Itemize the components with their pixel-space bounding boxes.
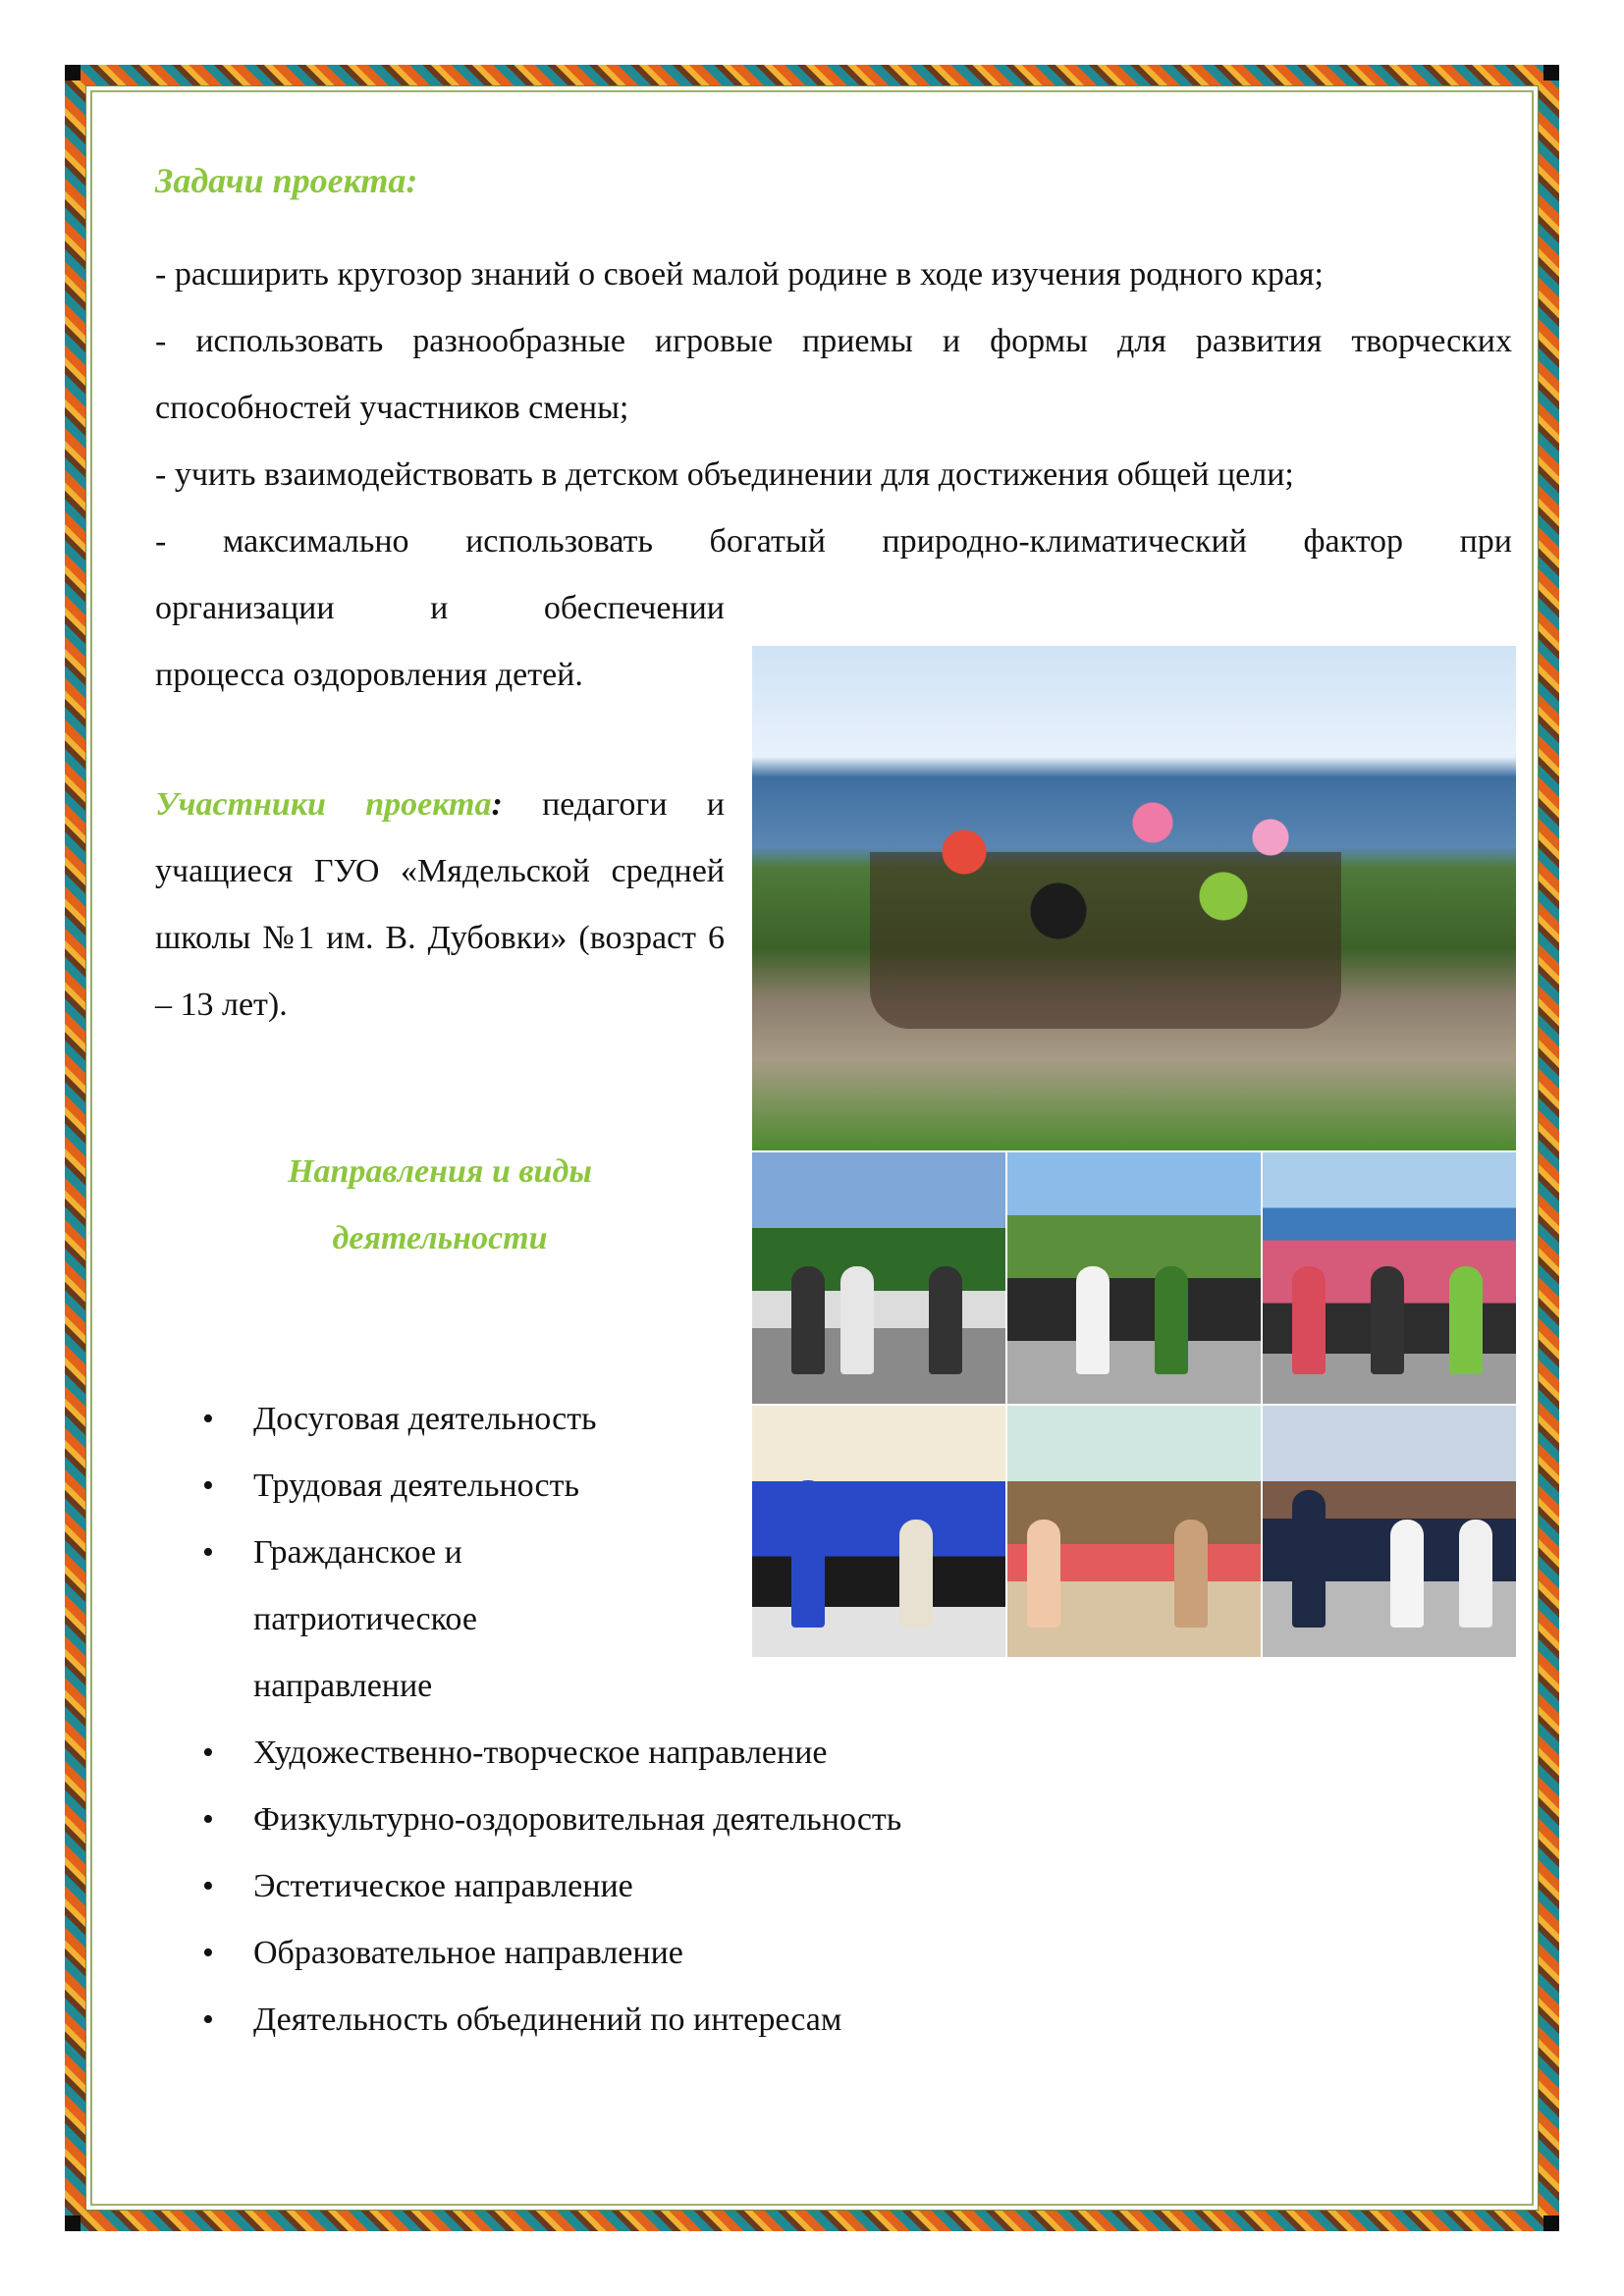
task-item-continuation: организации и обеспечении bbox=[155, 590, 725, 626]
photo-figure bbox=[791, 1480, 825, 1628]
task-item: - использовать разнообразные игровые приемы и формы для развития творческих способностей участников смены; bbox=[155, 323, 1512, 426]
photo-figure bbox=[791, 1266, 825, 1374]
collage-photo bbox=[1007, 1152, 1261, 1404]
list-item: • Художественно-творческое направление bbox=[202, 1720, 901, 1787]
tasks-heading: Задачи проекта: bbox=[155, 161, 418, 200]
collage-photo bbox=[752, 1152, 1005, 1404]
photo-figure bbox=[899, 1520, 933, 1628]
directions-heading bbox=[155, 1139, 725, 1272]
collage-photo bbox=[752, 1406, 1005, 1657]
group-photo bbox=[752, 646, 1516, 1150]
photo-figure bbox=[929, 1266, 962, 1374]
collage-photo bbox=[1007, 1406, 1261, 1657]
directions-heading-line: Направления и виды bbox=[288, 1153, 592, 1190]
photo-figure bbox=[840, 1266, 874, 1374]
task-item: - учить взаимодействовать в детском объединении для достижения общей цели; bbox=[155, 456, 1294, 493]
task-item: - расширить кругозор знаний о своей малой родине в ходе изучения родного края; bbox=[155, 256, 1324, 293]
list-item: • Физкультурно-оздоровительная деятельность bbox=[202, 1787, 901, 1853]
border-corner bbox=[65, 65, 81, 80]
list-item: • Трудовая деятельность bbox=[202, 1453, 901, 1520]
list-item: • Досуговая деятельность bbox=[202, 1386, 901, 1453]
border-corner bbox=[1543, 2216, 1559, 2231]
photo-figure bbox=[1371, 1266, 1404, 1374]
directions-heading-line: деятельности bbox=[332, 1220, 548, 1256]
participants-colon: : bbox=[491, 786, 503, 823]
photo-figure bbox=[1027, 1520, 1060, 1628]
task-item: - максимально использовать богатый природно-климатический фактор при bbox=[155, 523, 1512, 560]
list-item: • Эстетическое направление bbox=[202, 1853, 901, 1920]
photo-figure bbox=[1174, 1520, 1208, 1628]
participants-label: Участники проекта bbox=[155, 786, 492, 823]
participants-paragraph bbox=[155, 772, 725, 1039]
collage-photo bbox=[1263, 1406, 1516, 1657]
collage-photo bbox=[1263, 1152, 1516, 1404]
participants-text: педагоги и учащиеся ГУО «Мядельской средней школы №1 им. В. Дубовки» (возраст 6 – 13 лет). bbox=[155, 786, 725, 1023]
task-item-continuation: процесса оздоровления детей. bbox=[155, 657, 583, 693]
photo-figure bbox=[1292, 1490, 1326, 1628]
border-corner bbox=[65, 2216, 81, 2231]
list-item: • Деятельность объединений по интересам bbox=[202, 1987, 901, 2054]
photo-figure bbox=[1390, 1520, 1424, 1628]
group-photo-people bbox=[870, 734, 1341, 1029]
tasks-list bbox=[155, 241, 1512, 709]
border-corner bbox=[1543, 65, 1559, 80]
photo-figure bbox=[1449, 1266, 1483, 1374]
photo-figure bbox=[1459, 1520, 1492, 1628]
photo-figure bbox=[1292, 1266, 1326, 1374]
photo-figure bbox=[1076, 1266, 1110, 1374]
photo-figure bbox=[1155, 1266, 1188, 1374]
list-item: • Образовательное направление bbox=[202, 1920, 901, 1987]
list-item: • Гражданское и патриотическое направление bbox=[202, 1520, 548, 1720]
